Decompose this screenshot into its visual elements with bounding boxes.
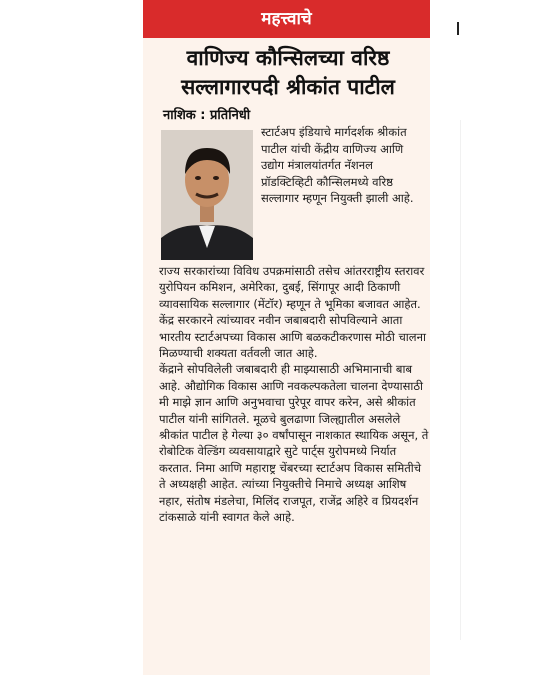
intro-paragraph: स्टार्टअप इंडियाचे मार्गदर्शक श्रीकांत पाटील यांची केंद्रीय वाणिज्य आणि उद्योग मंत्रालयांतर्गत नॅशनल प्रॉडक्टिव्हिटी कौन्सिलमध्ये वरिष्ठ सल्लागार म्हणून नियुक्ती झाली आहे.	[261, 125, 414, 205]
headline: वाणिज्य कौन्सिलच्या वरिष्ठ सल्लागारपदी श्रीकांत पाटील	[181, 46, 395, 99]
portrait-illustration	[161, 130, 253, 260]
article-body	[159, 263, 429, 526]
body-paragraph-1: राज्य सरकारांच्या विविध उपक्रमांसाठी तसेच आंतरराष्ट्रीय स्तरावर युरोपियन कमिशन, अमेरिका, दुबई, सिंगापूर आदी ठिकाणी व्यावसायिक सल्लागार (मेंटॉर) म्हणून ते भूमिका बजावत आहेत. केंद्र सरकारने त्यांच्यावर नवीन जबाबदारी सोपविल्याने आता भारतीय स्टार्टअपच्या विकास आणि बळकटीकरणास मोठी चालना मिळण्याची शक्यता वर्तवली जात आहे.	[159, 264, 426, 361]
section-label: महत्त्वाचे	[143, 0, 430, 38]
newspaper-clipping	[143, 0, 430, 675]
body-paragraph-2: केंद्राने सोपविलेली जबाबदारी ही माझ्यासाठी अभिमानाची बाब आहे. औद्योगिक विकास आणि नवकल्पकतेला चालना देण्यासाठी मी माझे ज्ञान आणि अनुभवाचा पुरेपूर वापर करेन, असे श्रीकांत पाटील यांनी सांगितले. मूळचे बुलढाणा जिल्ह्यातील असलेले श्रीकांत पाटील हे गेल्या ३० वर्षांपासून नाशकात स्थायिक असून, ते रोबोटिक वेल्डिंग व्यवसायाद्वारे सुटे पार्ट्स युरोपमध्ये निर्यात करतात. निमा आणि महाराष्ट्र चेंबरच्या स्टार्टअप विकास समितीचे ते अध्यक्षही आहेत. त्यांच्या नियुक्तीचे निमाचे अध्यक्ष आशिष नहार, संतोष मंडलेचा, मिलिंद राजपूत, राजेंद्र अहिरे व प्रियदर्शन टांकसाळे यांनी स्वागत केले आहे.	[159, 362, 429, 525]
page-margin	[460, 0, 540, 675]
divider	[460, 120, 461, 640]
person-portrait-icon	[161, 130, 253, 260]
byline: नाशिक : प्रतिनिधी	[163, 108, 251, 123]
cursor-bar	[457, 22, 459, 35]
